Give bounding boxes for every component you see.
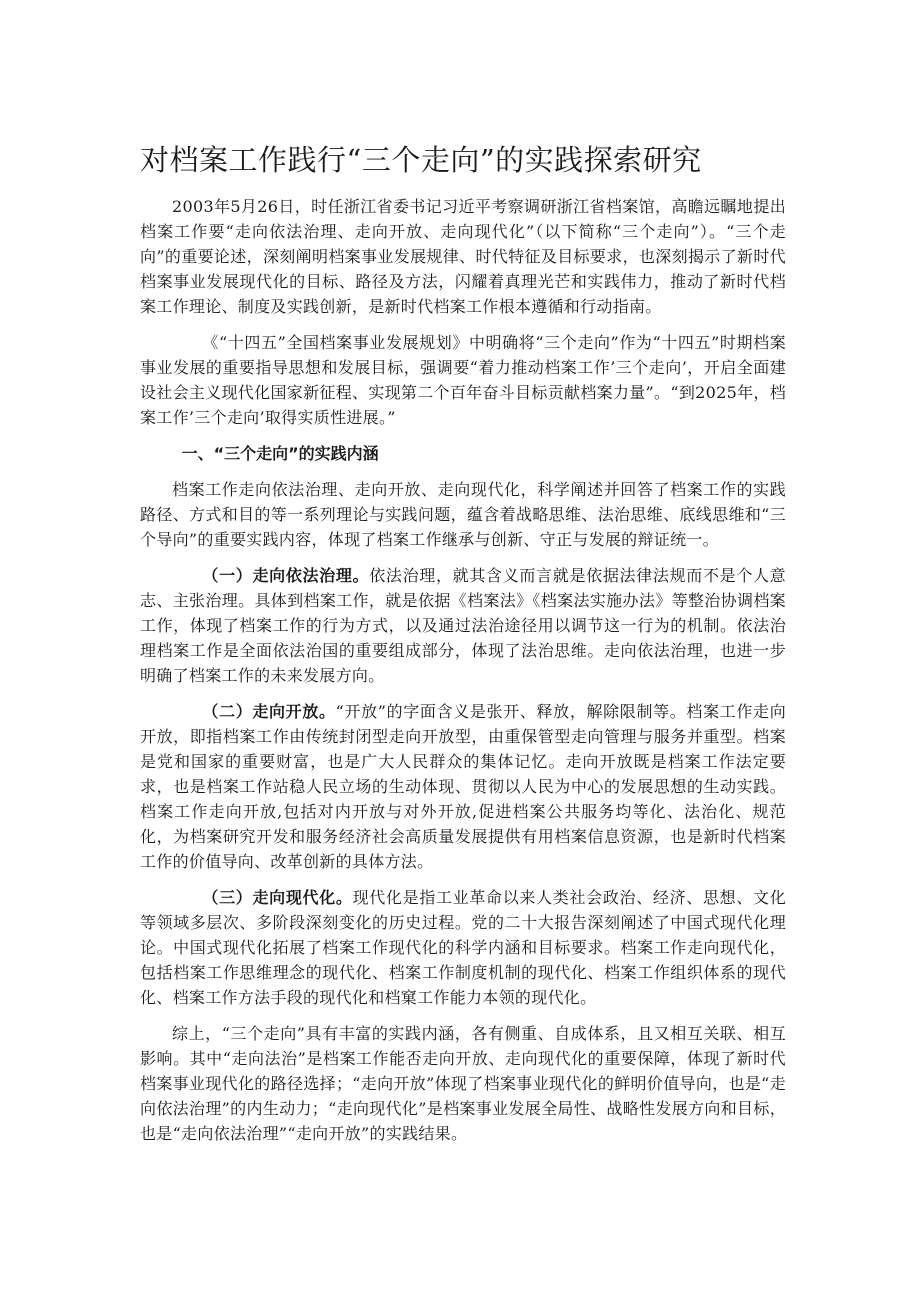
item-paragraph-open: [140, 699, 786, 874]
summary-paragraph: 综上，“三个走向”具有丰富的实践内涵，各有侧重、自成体系，且又相互关联、相互影响。其中“走向法治”是档案工作能否走向开放、走向现代化的重要保障，体现了新时代档案事业现代化的路径选择；“走向开放”体现了档案事业现代化的鲜明价值导向，也是“走向依法治理”的内生动力；“走向现代化”是档案事业发展全局性、战略性发展方向和目标，也是“走向依法治理”“走向开放”的实践结果。: [140, 1024, 786, 1143]
document-title: 对档案工作践行“三个走向”的实践探索研究: [140, 143, 702, 177]
item-lead-modern: （三）走向现代化。: [202, 888, 353, 907]
intro-paragraph-2: 《“十四五”全国档案事业发展规划》中明确将“三个走向”作为“十四五”时期档案事业发展的重要指导思想和发展目标，强调要“着力推动档案工作’三个走向’，开启全面建设社会主义现代化国家新征程、实现第二个百年奋斗目标贡献档案力量”。“到2025年，档案工作’三个走向’取得实质性进展。”: [140, 333, 786, 427]
item-text-open: “开放”的字面含义是张开、释放，解除限制等。档案工作走向开放，即指档案工作由传统封闭型走向开放型，由重保管型走向管理与服务并重型。档案是党和国家的重要财富，也是广大人民群众的集体记忆。走向开放既是档案工作法定要求，也是档案工作站稳人民立场的生动体现、贯彻以人民为中心的发展思想的生动实践。档案工作走向开放,包括对内开放与对外开放,促进档案公共服务均等化、法治化、规范化，为档案研究开发和服务经济社会高质量发展提供有用档案信息资源，也是新时代档案工作的价值导向、改革创新的具体方法。: [140, 702, 786, 871]
item-lead-law: （一）走向依法治理。: [202, 566, 370, 585]
item-text-modern: 现代化是指工业革命以来人类社会政治、经济、思想、文化等领域多层次、多阶段深刻变化的历史过程。党的二十大报告深刻阐述了中国式现代化理论。中国式现代化拓展了档案工作现代化的科学内涵和目标要求。档案工作走向现代化，包括档案工作思维理念的现代化、档案工作制度机制的现代化、档案工作组织体系的现代化、档案工作方法手段的现代化和档窠工作能力本领的现代化。: [140, 888, 786, 1007]
intro-paragraph-1: 2003年5月26日，时任浙江省委书记习近平考察调研浙江省档案馆，高瞻远瞩地提出档案工作要“走向依法治理、走向开放、走向现代化”（以下简称“三个走向”）。“三个走向”的重要论述，深刻阐明档案事业发展规律、时代特征及目标要求，也深刻揭示了新时代档案事业发展现代化的目标、路径及方法，闪耀着真理光芒和实践伟力，推动了新时代档案工作理论、制度及实践创新，是新时代档案工作根本遵循和行动指南。: [140, 197, 786, 316]
item-lead-open: （二）走向开放。: [202, 702, 336, 721]
item-paragraph-modern: [140, 885, 786, 1010]
section-intro-paragraph: 档案工作走向依法治理、走向开放、走向现代化，科学阐述并回答了档案工作的实践路径、方式和目的等一系列理论与实践问题，蕴含着战略思维、法治思维、底线思维和“三个导向”的重要实践内容，体现了档案工作继承与创新、守正与发展的辩证统一。: [140, 480, 786, 549]
item-paragraph-law: [140, 563, 786, 688]
section-heading: 一、“三个走向”的实践内涵: [181, 444, 379, 463]
item-text-law: 依法治理，就其含义而言就是依据法律法规而不是个人意志、主张治理。具体到档案工作，就是依据《档案法》《档案法实施办法》等整治协调档案工作，体现了档案工作的行为方式，以及通过法治途径用以调节这一行为的机制。依法治理档案工作是全面依法治国的重要组成部分，体现了法治思维。走向依法治理，也进一步明确了档案工作的未来发展方向。: [140, 566, 786, 685]
document-page: [140, 138, 786, 1157]
